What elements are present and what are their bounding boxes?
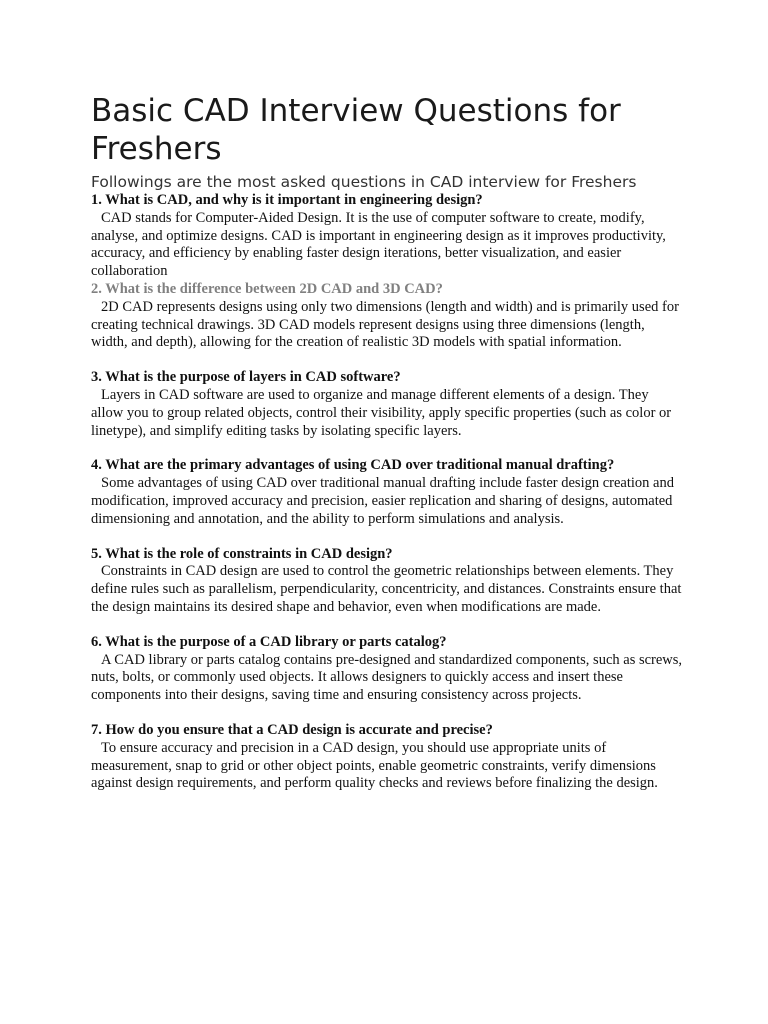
answer-1: CAD stands for Computer-Aided Design. It is the use of computer software to create, modify, analyse, and optimize designs. CAD is important in engineering design as it improves productivity, accuracy, and efficiency by enabling faster design iterations, better visualization, and easier collaboration [91, 209, 666, 280]
question-6: 6. What is the purpose of a CAD library or parts catalog? [91, 633, 447, 650]
answer-4: Some advantages of using CAD over traditional manual drafting include faster design creation and modification, improved accuracy and precision, easier replication and sharing of designs, automated dimensioning and annotation, and the ability to perform simulations and analysis. [91, 475, 674, 527]
answer-3: Layers in CAD software are used to organize and manage different elements of a design. They allow you to group related objects, control their visibility, apply specific properties (such as color or linetype), and simplify editing tasks by isolating specific layers. [91, 386, 672, 439]
page-subtitle: Followings are the most asked questions in CAD interview for Freshers [91, 173, 637, 191]
question-3: 3. What is the purpose of layers in CAD software? [91, 369, 401, 386]
page-title: Basic CAD Interview Questions for Freshers [91, 93, 621, 167]
qa-item-6 [91, 634, 683, 705]
answer-2: 2D CAD represents designs using only two dimensions (length and width) and is primarily used for creating technical drawings. 3D CAD models represent designs using three dimensions (length, width, and depth), allowing for the creation of realistic 3D models with spatial information. [91, 298, 679, 351]
answer-5: Constraints in CAD design are used to control the geometric relationships between elements. They define rules such as parallelism, perpendicularity, concentricity, and distances. Constraints ensure that the design maintains its desired shape and behavior, even when modifications are made. [91, 563, 682, 615]
question-5: 5. What is the role of constraints in CAD design? [91, 545, 393, 562]
document-page [91, 92, 683, 793]
qa-item-1 [91, 192, 683, 281]
qa-item-7 [91, 722, 683, 793]
qa-item-5 [91, 546, 683, 617]
question-1: 1. What is CAD, and why is it important in engineering design? [91, 192, 483, 208]
qa-item-2 [91, 281, 683, 352]
question-7: 7. How do you ensure that a CAD design is accurate and precise? [91, 721, 493, 738]
question-2: 2. What is the difference between 2D CAD and 3D CAD? [91, 280, 443, 297]
answer-7: To ensure accuracy and precision in a CAD design, you should use appropriate units of measurement, snap to grid or other object points, enable geometric constraints, verify dimensions against design requirements, and perform quality checks and reviews before finalizing the design. [91, 739, 658, 792]
answer-6: A CAD library or parts catalog contains pre-designed and standardized components, such as screws, nuts, bolts, or commonly used objects. It allows designers to quickly access and insert these components into their designs, saving time and ensuring consistency across projects. [91, 651, 683, 704]
qa-item-4 [91, 457, 683, 528]
qa-item-3 [91, 369, 683, 440]
question-4: 4. What are the primary advantages of using CAD over traditional manual drafting? [91, 457, 615, 474]
